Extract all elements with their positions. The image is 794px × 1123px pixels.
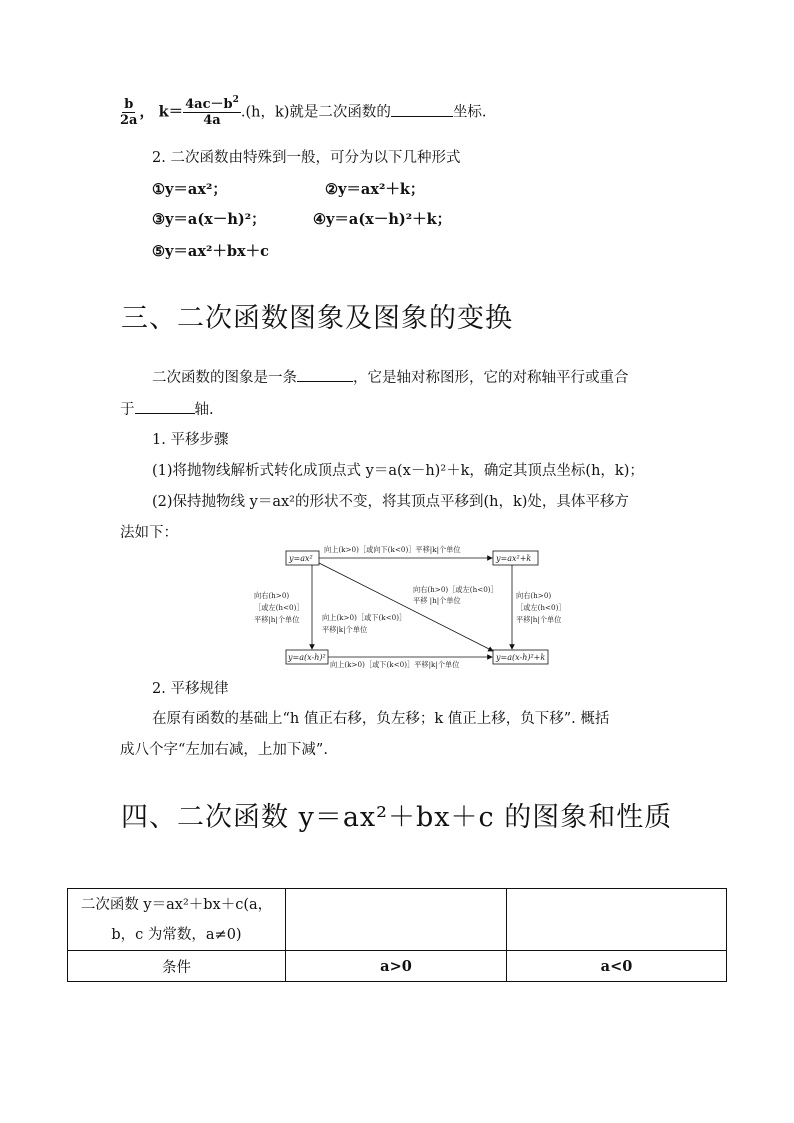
answer-blank	[391, 116, 453, 117]
fraction-b-over-2a	[118, 97, 139, 128]
diagonal-lower-label-1: 向上(k>0)［或下(k<0)］	[322, 613, 407, 622]
fraction-k-value	[183, 97, 241, 128]
arrow-diagonal	[319, 563, 493, 651]
form-1: ①y＝ax²；	[152, 181, 227, 198]
properties-table	[67, 888, 727, 982]
diagonal-upper-label-1: 向右(h>0)［或左(h<0)］	[413, 585, 498, 594]
box-top-right-label: y=ax²+k	[496, 554, 532, 563]
fraction-denominator: 4a	[203, 113, 221, 128]
rule-heading: 2. 平移规律	[152, 681, 229, 697]
form-5: ⑤y＝ax²＋bx＋c	[152, 243, 269, 260]
form-4: ④y＝a(x－h)²＋k；	[313, 211, 452, 228]
box-bottom-left-label: y=a(x-h)²	[288, 653, 326, 662]
left-label-3: 平移|h|个单位	[254, 615, 300, 624]
box-bottom-right-label: y=a(x-h)²+k	[496, 653, 546, 662]
translation-diagram	[250, 543, 590, 671]
bottom-arrow-label: 向上(k>0)［或下(k<0)］平移|k|个单位	[330, 660, 460, 669]
right-label-1: 向右(h>0)	[516, 591, 552, 600]
table-header-cell: 二次函数 y＝ax²＋bx＋c(a， b，c 为常数，a≠0)	[68, 889, 286, 951]
section-3-title: 三、二次函数图象及图象的变换	[121, 303, 513, 334]
table-cell-a-positive: a>0	[286, 951, 507, 982]
table-cell-condition: 条件	[68, 951, 286, 982]
k-equals: k＝	[158, 103, 184, 121]
vertex-sentence-end: 坐标.	[452, 104, 487, 121]
fraction-denominator: 2a	[120, 113, 138, 128]
left-label-2: ［或左(h<0)］	[254, 603, 304, 612]
answer-blank	[135, 413, 195, 414]
parabola-paragraph-line1: 二次函数的图象是一条 ，它是轴对称图形，它的对称轴平行或重合	[152, 370, 629, 386]
table-row	[68, 951, 727, 982]
forms-heading: 2. 二次函数由特殊到一般，可分为以下几种形式	[152, 150, 461, 166]
rule-line1: 在原有函数的基础上“h 值正右移，负左移；k 值正上移，负下移”. 概括	[152, 711, 610, 727]
top-arrow-label: 向上(k>0)［或向下(k<0)］平移|k|个单位	[324, 545, 461, 554]
step-2-line1: (2)保持抛物线 y＝ax²的形状不变，将其顶点平移到(h，k)处，具体平移方	[152, 494, 629, 510]
fraction-numerator: b	[124, 97, 134, 112]
fraction-numerator: $4ac-b^2$	[185, 95, 239, 112]
table-row	[68, 889, 727, 951]
table-cell-empty	[507, 889, 727, 951]
step-2-line2: 法如下：	[120, 525, 178, 541]
rule-line2: 成八个字“左加右减，上加下减”.	[120, 742, 328, 758]
vertex-formula-line	[118, 97, 487, 128]
vertex-sentence: .(h，k)就是二次函数的	[240, 104, 391, 121]
right-label-2: ［或左(h<0)］	[516, 603, 566, 612]
right-label-3: 平移|h|个单位	[516, 615, 562, 624]
diagonal-upper-label-2: 平移 |h|个单位	[413, 596, 461, 605]
answer-blank	[297, 381, 353, 382]
parabola-paragraph-line2: 于 轴.	[120, 402, 214, 418]
table-cell-empty	[286, 889, 507, 951]
form-2: ②y＝ax²＋k；	[325, 181, 425, 198]
steps-heading: 1. 平移步骤	[152, 432, 229, 448]
section-4-title: 四、二次函数 y＝ax²＋bx＋c 的图象和性质	[121, 802, 673, 833]
step-1: (1)将抛物线解析式转化成顶点式 y＝a(x－h)²＋k，确定其顶点坐标(h，k)；	[152, 463, 644, 479]
box-top-left-label: y=ax²	[289, 554, 313, 563]
diagonal-lower-label-2: 平移|k|个单位	[322, 625, 368, 634]
form-3: ③y＝a(x－h)²；	[152, 211, 266, 228]
left-label-1: 向右(h>0)	[254, 591, 290, 600]
comma: ，	[139, 103, 154, 121]
table-cell-a-negative: a<0	[507, 951, 727, 982]
